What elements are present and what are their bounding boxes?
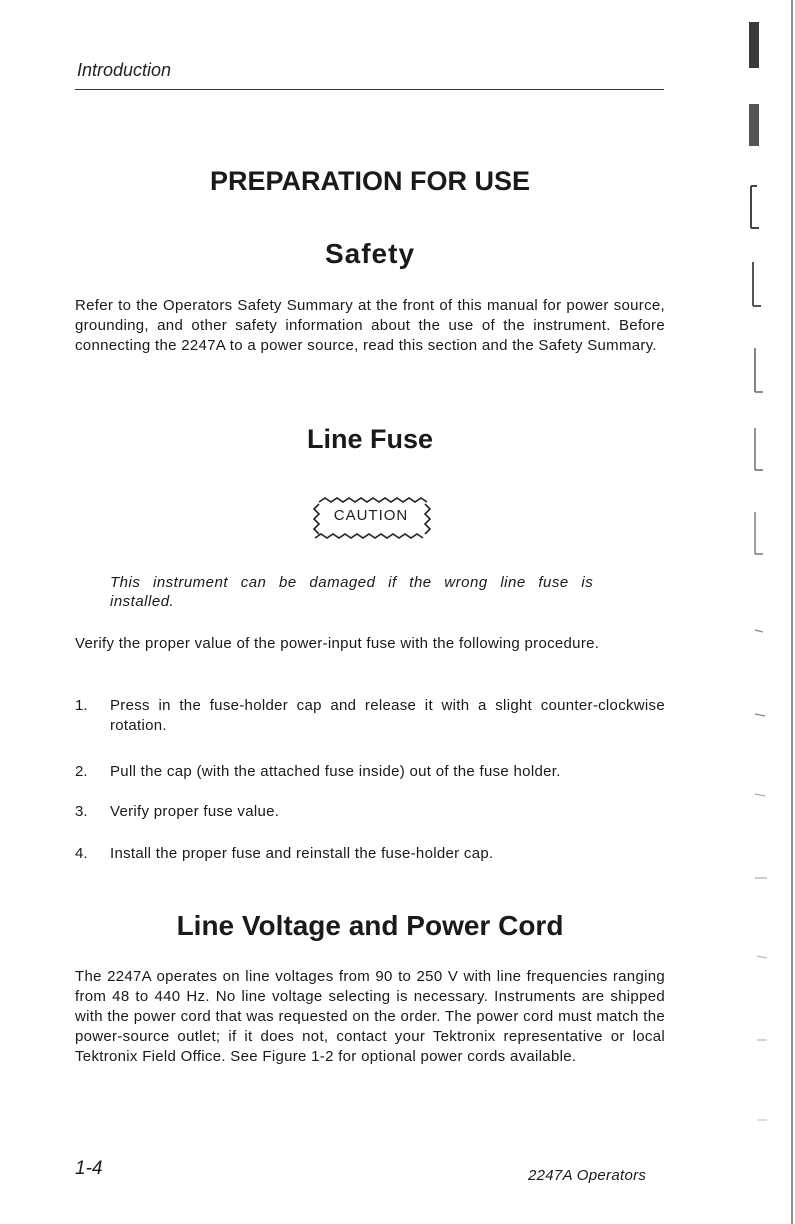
- document-title: 2247A Operators: [528, 1167, 647, 1184]
- caution-warning-text: This instrument can be damaged if the wrong line fuse is installed.: [110, 574, 594, 610]
- line-fuse-heading: Line Fuse: [306, 424, 434, 454]
- step-number: 3.: [75, 803, 88, 820]
- step-number: 2.: [75, 763, 88, 780]
- line-voltage-heading: Line Voltage and Power Cord: [176, 910, 564, 941]
- caution-box: [311, 494, 431, 542]
- step-number: 4.: [75, 845, 88, 862]
- thumb-index-tabs-icon: [735, 0, 795, 1224]
- header-rule: [75, 89, 664, 90]
- step-text: Press in the fuse-holder cap and release it with a slight counter-clockwise rotation.: [110, 697, 665, 734]
- step-text: Pull the cap (with the attached fuse inside) out of the fuse holder.: [110, 763, 561, 780]
- section-label: Introduction: [77, 60, 172, 80]
- page-title: PREPARATION FOR USE: [209, 166, 531, 196]
- fuse-procedure-intro: Verify the proper value of the power-input fuse with the following procedure.: [75, 635, 600, 652]
- line-voltage-paragraph: The 2247A operates on line voltages from 90 to 250 V with line frequencies ranging from 48 to 440 Hz. No line voltage selecting is necessary. Instruments are shipped with the power cord that was requested on the order. The power cord must match the power-source outlet; if it does not, contact your Tektronix representative or local Tektronix Field Office. See Figure 1-2 for optional power cords available.: [75, 968, 665, 1065]
- page-number: 1-4: [75, 1158, 103, 1179]
- step-number: 1.: [75, 697, 88, 714]
- step-text: Verify proper fuse value.: [110, 803, 280, 820]
- safety-paragraph: Refer to the Operators Safety Summary at the front of this manual for power source, grounding, and other safety information about the use of the instrument. Before connecting the 2247A to a power source, read this section and the Safety Summary.: [75, 297, 665, 354]
- caution-label: CAUTION: [333, 507, 409, 524]
- step-text: Install the proper fuse and reinstall the fuse-holder cap.: [110, 845, 494, 862]
- safety-heading: Safety: [324, 238, 416, 269]
